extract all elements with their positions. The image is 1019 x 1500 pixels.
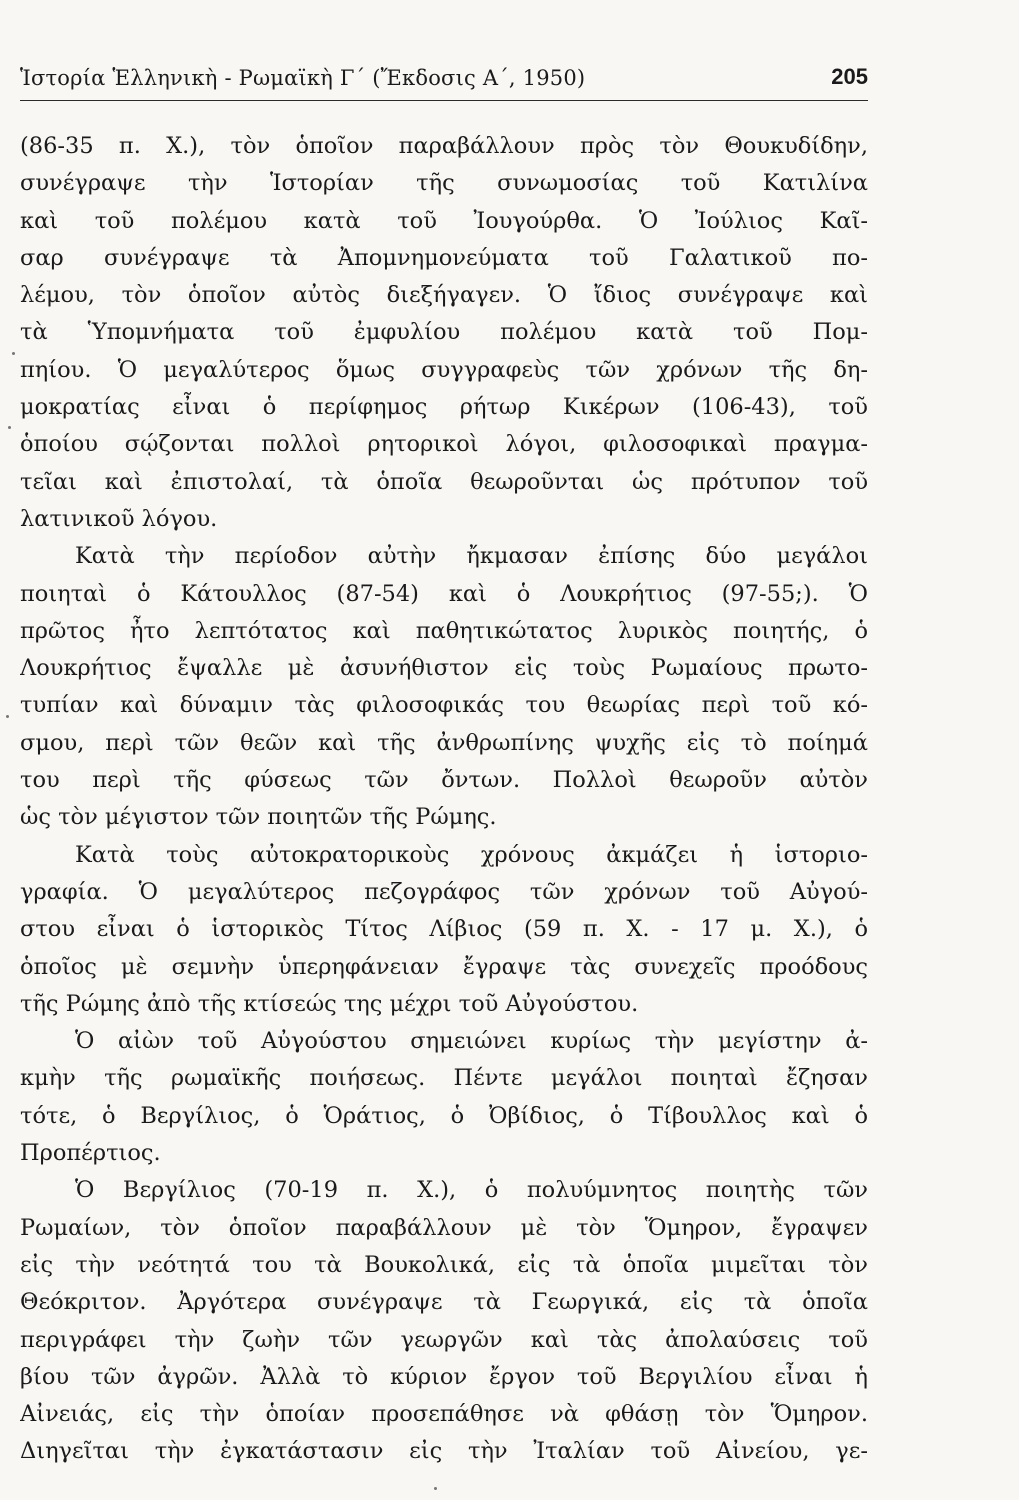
text-line: τὰ Ὑπομνήματα τοῦ ἐμφυλίου πολέμου κατὰ τοῦ Πομ-: [20, 319, 868, 346]
scan-speck: [6, 715, 9, 718]
text-line: σαρ συνέγραψε τὰ Ἀπομνημονεύματα τοῦ Γαλατικοῦ πο-: [20, 244, 868, 271]
text-line: ὡς τὸν μέγιστον τῶν ποιητῶν τῆς Ρώμης.: [20, 804, 497, 831]
text-line: ὁποῖος μὲ σεμνὴν ὑπερηφάνειαν ἔγραψε τὰς συνεχεῖς προόδους: [20, 953, 868, 980]
text-line: σμου, περὶ τῶν θεῶν καὶ τῆς ἀνθρωπίνης ψυχῆς εἰς τὸ ποίημά: [20, 729, 868, 756]
text-line: καὶ τοῦ πολέμου κατὰ τοῦ Ἰουγούρθα. Ὁ Ἰούλιος Καῖ-: [20, 207, 868, 234]
scan-speck: [12, 352, 15, 355]
text-line: ποιηταὶ ὁ Κάτουλλος (87-54) καὶ ὁ Λουκρήτιος (97-55;). Ὁ: [20, 580, 868, 607]
page-number: 205: [831, 64, 868, 89]
text-line: πηίου. Ὁ μεγαλύτερος ὅμως συγγραφεὺς τῶν χρόνων τῆς δη-: [20, 356, 868, 383]
text-line: Ὁ αἰὼν τοῦ Αὐγούστου σημειώνει κυρίως τὴν μεγίστην ἀ-: [75, 1028, 868, 1055]
text-line: Αἰνειάς, εἰς τὴν ὁποίαν προσεπάθησε νὰ φθάσῃ τὸν Ὅμηρον.: [20, 1401, 868, 1428]
text-line: μοκρατίας εἶναι ὁ περίφημος ρήτωρ Κικέρων (106-43), τοῦ: [20, 394, 868, 421]
text-line: βίου τῶν ἀγρῶν. Ἀλλὰ τὸ κύριον ἔργον τοῦ Βεργιλίου εἶναι ἡ: [20, 1363, 868, 1390]
text-line: τότε, ὁ Βεργίλιος, ὁ Ὁράτιος, ὁ Ὀβίδιος, ὁ Τίβουλλος καὶ ὁ: [20, 1102, 868, 1129]
text-line: λέμου, τὸν ὁποῖον αὐτὸς διεξήγαγεν. Ὁ ἴδιος συνέγραψε καὶ: [20, 282, 868, 309]
text-line: Θεόκριτον. Ἀργότερα συνέγραψε τὰ Γεωργικά, εἰς τὰ ὁποῖα: [20, 1289, 868, 1316]
text-line: στου εἶναι ὁ ἱστορικὸς Τίτος Λίβιος (59 π. Χ. - 17 μ. Χ.), ὁ: [20, 916, 868, 943]
text-line: τῆς Ρώμης ἀπὸ τῆς κτίσεώς της μέχρι τοῦ Αὐγούστου.: [20, 990, 639, 1017]
running-title: Ἱστορία Ἑλληνικὴ - Ρωμαϊκὴ Γ΄ (Ἔκδοσις Α΄, 1950): [20, 66, 586, 90]
text-line: εἰς τὴν νεότητά του τὰ Βουκολικά, εἰς τὰ ὁποῖα μιμεῖται τὸν: [20, 1251, 868, 1278]
text-line: Διηγεῖται τὴν ἐγκατάστασιν εἰς τὴν Ἰταλίαν τοῦ Αἰνείου, γε-: [20, 1438, 868, 1465]
text-line: Λουκρήτιος ἔψαλλε μὲ ἀσυνήθιστον εἰς τοὺς Ρωμαίους πρωτο-: [20, 655, 868, 682]
text-line: πρῶτος ἦτο λεπτότατος καὶ παθητικώτατος λυρικὸς ποιητής, ὁ: [20, 617, 868, 644]
running-head: [20, 62, 868, 94]
text-line: του περὶ τῆς φύσεως τῶν ὄντων. Πολλοὶ θεωροῦν αὐτὸν: [20, 767, 868, 794]
text-line: (86-35 π. Χ.), τὸν ὁποῖον παραβάλλουν πρὸς τὸν Θουκυδίδην,: [20, 133, 868, 159]
text-line: Κατὰ τὴν περίοδον αὐτὴν ἤκμασαν ἐπίσης δύο μεγάλοι: [75, 543, 868, 570]
text-line: γραφία. Ὁ μεγαλύτερος πεζογράφος τῶν χρόνων τοῦ Αὐγού-: [20, 878, 868, 905]
body-text: [20, 128, 868, 1471]
text-line: συνέγραψε τὴν Ἱστορίαν τῆς συνωμοσίας τοῦ Κατιλίνα: [20, 170, 868, 197]
text-line: Ρωμαίων, τὸν ὁποῖον παραβάλλουν μὲ τὸν Ὅμηρον, ἔγραψεν: [20, 1214, 868, 1241]
text-line: ὁποίου σῴζονται πολλοὶ ρητορικοὶ λόγοι, φιλοσοφικαὶ πραγμα-: [20, 431, 868, 458]
text-line: Προπέρτιος.: [20, 1140, 161, 1167]
text-line: τυπίαν καὶ δύναμιν τὰς φιλοσοφικάς του θεωρίας περὶ τοῦ κό-: [20, 692, 868, 719]
header-rule: [20, 100, 868, 101]
scan-speck: [434, 1487, 437, 1490]
text-line: Κατὰ τοὺς αὐτοκρατορικοὺς χρόνους ἀκμάζει ἡ ἱστοριο-: [75, 841, 868, 868]
text-line: Ὁ Βεργίλιος (70-19 π. Χ.), ὁ πολυύμνητος ποιητὴς τῶν: [75, 1177, 868, 1204]
scan-speck: [8, 426, 11, 429]
text-line: κμὴν τῆς ρωμαϊκῆς ποιήσεως. Πέντε μεγάλοι ποιηταὶ ἔζησαν: [20, 1065, 868, 1092]
text-line: περιγράφει τὴν ζωὴν τῶν γεωργῶν καὶ τὰς ἀπολαύσεις τοῦ: [20, 1326, 868, 1353]
text-line: τεῖαι καὶ ἐπιστολαί, τὰ ὁποῖα θεωροῦνται ὡς πρότυπον τοῦ: [20, 468, 868, 495]
text-line: λατινικοῦ λόγου.: [20, 505, 218, 532]
